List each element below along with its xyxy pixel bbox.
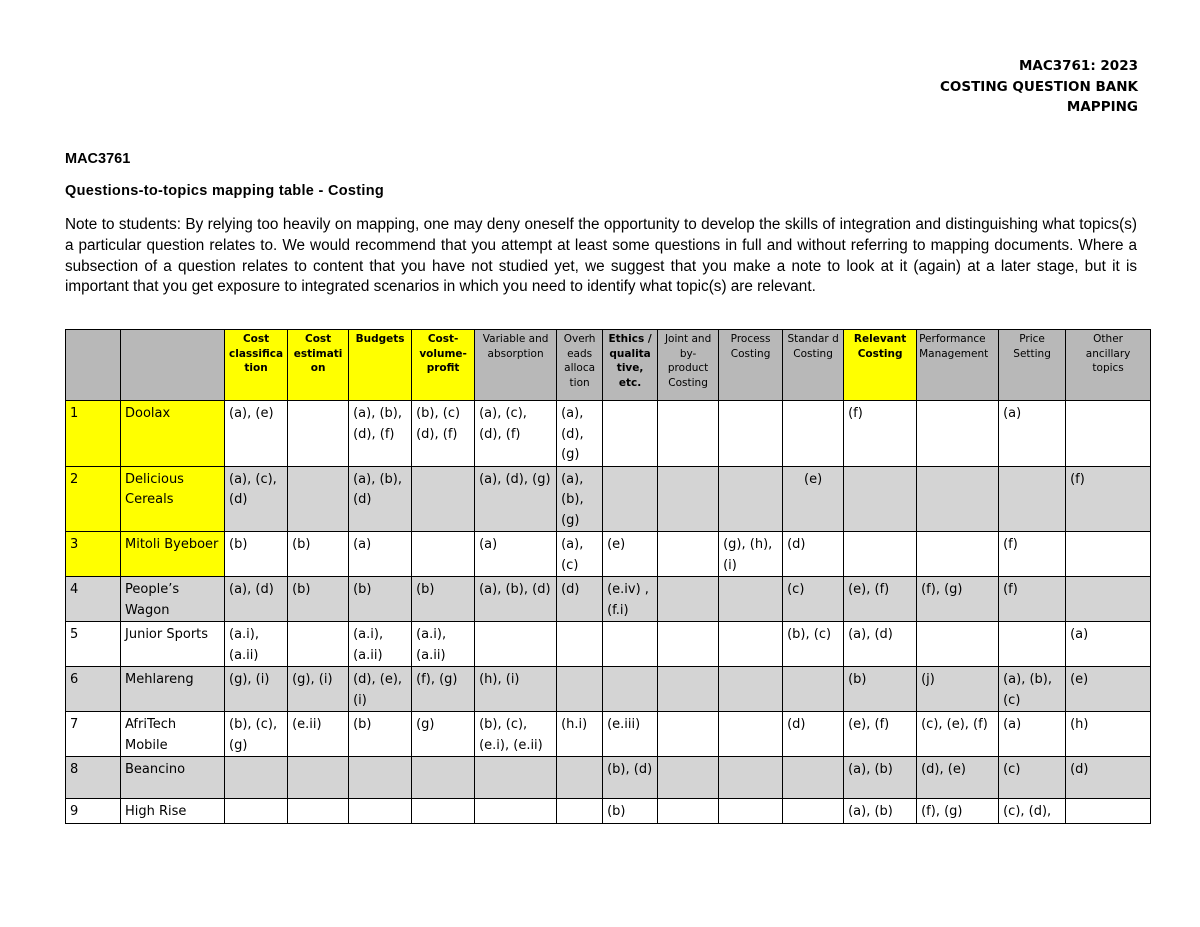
table-cell: (a), (b), (g) (557, 466, 603, 532)
col-header: Other ancillary topics (1066, 330, 1151, 401)
table-header-row (66, 330, 1151, 401)
table-cell: (f) (1066, 466, 1151, 532)
table-cell (719, 667, 783, 712)
table-cell (288, 401, 349, 467)
table-cell (844, 532, 917, 577)
table-cell (1066, 401, 1151, 467)
table-cell: (b), (c) (d), (f) (412, 401, 475, 467)
table-cell (603, 466, 658, 532)
col-header: Standar d Costing (783, 330, 844, 401)
table-cell (225, 757, 288, 799)
table-row (66, 799, 1151, 824)
col-header: Price Setting (999, 330, 1066, 401)
table-cell: (f) (844, 401, 917, 467)
table-cell: (e) (1066, 667, 1151, 712)
table-cell: (d), (e), (i) (349, 667, 412, 712)
table-cell (288, 466, 349, 532)
table-cell (288, 757, 349, 799)
table-cell: (a), (b), (d) (475, 577, 557, 622)
table-cell (719, 401, 783, 467)
table-cell (288, 799, 349, 824)
table-cell (917, 622, 999, 667)
table-cell (658, 532, 719, 577)
question-name: Mitoli Byeboer (121, 532, 225, 577)
table-cell (225, 799, 288, 824)
table-cell: (a), (d), (g) (475, 466, 557, 532)
col-header: Cost-volume-profit (412, 330, 475, 401)
table-cell: (e) (603, 532, 658, 577)
col-header: Overh eads alloca tion (557, 330, 603, 401)
table-cell: (a), (d) (225, 577, 288, 622)
table-cell (412, 799, 475, 824)
question-number: 2 (66, 466, 121, 532)
table-cell (917, 466, 999, 532)
note-to-students: Note to students: By relying too heavily on mapping, one may deny oneself the opportunity to develop the skills of integration and distinguishing what topics(s) a particular question relates to. We would recommend that you attempt at least some questions in full and without referring to mapping documents. Where a subsection of a question relates to content that you have not studied yet, we suggest that you make a note to look at it (again) at a later stage, but it is important that you get exposure to integrated scenarios in which you need to identify what topic(s) are relevant. (65, 216, 1137, 296)
table-cell (658, 757, 719, 799)
header-bank-title: COSTING QUESTION BANK (939, 78, 1138, 95)
table-cell: (f), (g) (412, 667, 475, 712)
table-cell (1066, 577, 1151, 622)
table-cell (719, 799, 783, 824)
question-number: 9 (66, 799, 121, 824)
question-name: AfriTech Mobile (121, 712, 225, 757)
table-cell: (a), (b), (c) (999, 667, 1066, 712)
table-cell (475, 757, 557, 799)
table-cell: (b), (c), (g) (225, 712, 288, 757)
table-cell: (f), (g) (917, 799, 999, 824)
table-cell: (g), (i) (225, 667, 288, 712)
table-cell: (f), (g) (917, 577, 999, 622)
header-question-no (66, 330, 121, 401)
table-cell: (h) (1066, 712, 1151, 757)
table-cell: (f) (999, 577, 1066, 622)
table-cell (658, 622, 719, 667)
table-cell: (a.i), (a.ii) (225, 622, 288, 667)
table-cell: (b) (349, 712, 412, 757)
col-header: Budgets (349, 330, 412, 401)
question-name: Junior Sports (121, 622, 225, 667)
table-row (66, 401, 1151, 467)
table-cell: (d) (783, 532, 844, 577)
table-cell (557, 757, 603, 799)
table-cell (288, 622, 349, 667)
header-question-name (121, 330, 225, 401)
question-name: Doolax (121, 401, 225, 467)
table-cell (999, 622, 1066, 667)
table-cell (999, 466, 1066, 532)
table-cell: (a) (475, 532, 557, 577)
question-name: Beancino (121, 757, 225, 799)
question-number: 8 (66, 757, 121, 799)
table-cell: (a) (999, 712, 1066, 757)
question-number: 1 (66, 401, 121, 467)
table-cell (719, 622, 783, 667)
table-cell (603, 667, 658, 712)
table-cell (603, 622, 658, 667)
question-name: Delicious Cereals (121, 466, 225, 532)
question-name: Mehlareng (121, 667, 225, 712)
table-row (66, 466, 1151, 532)
table-row (66, 532, 1151, 577)
table-cell: (a), (b) (844, 757, 917, 799)
table-cell (557, 622, 603, 667)
table-cell (719, 577, 783, 622)
col-header: Relevant Costing (844, 330, 917, 401)
table-cell: (b) (288, 532, 349, 577)
question-name: High Rise (121, 799, 225, 824)
table-cell: (f) (999, 532, 1066, 577)
table-cell (412, 466, 475, 532)
table-cell: (a) (999, 401, 1066, 467)
table-cell (783, 401, 844, 467)
table-cell (783, 757, 844, 799)
table-cell (349, 757, 412, 799)
table-cell: (a), (c), (d) (225, 466, 288, 532)
table-cell: (a), (c) (557, 532, 603, 577)
table-cell: (a), (d) (844, 622, 917, 667)
table-cell (917, 401, 999, 467)
question-name: People’s Wagon (121, 577, 225, 622)
table-cell: (a), (b), (d), (f) (349, 401, 412, 467)
table-cell: (b) (225, 532, 288, 577)
table-cell: (c), (e), (f) (917, 712, 999, 757)
col-header: Variable and absorption (475, 330, 557, 401)
table-cell: (a.i), (a.ii) (349, 622, 412, 667)
col-header: Performance Management (917, 330, 999, 401)
table-cell (783, 667, 844, 712)
table-cell: (a) (349, 532, 412, 577)
page-title: Questions-to-topics mapping table - Costing (65, 183, 385, 199)
table-cell: (e), (f) (844, 712, 917, 757)
table-cell: (g) (412, 712, 475, 757)
table-cell (349, 799, 412, 824)
table-cell: (e), (f) (844, 577, 917, 622)
table-cell: (c) (999, 757, 1066, 799)
question-number: 4 (66, 577, 121, 622)
table-cell (719, 712, 783, 757)
table-cell: (a), (e) (225, 401, 288, 467)
table-cell (658, 401, 719, 467)
col-header: Cost estimati on (288, 330, 349, 401)
table-row (66, 757, 1151, 799)
col-header: Joint and by-product Costing (658, 330, 719, 401)
table-cell: (e.iv) , (f.i) (603, 577, 658, 622)
table-cell: (g), (i) (288, 667, 349, 712)
table-cell (658, 712, 719, 757)
table-cell (475, 799, 557, 824)
table-cell: (e.ii) (288, 712, 349, 757)
table-cell: (b) (844, 667, 917, 712)
table-cell (783, 799, 844, 824)
table-cell: (b) (412, 577, 475, 622)
table-cell: (h.i) (557, 712, 603, 757)
table-cell (475, 622, 557, 667)
question-number: 6 (66, 667, 121, 712)
table-cell (658, 577, 719, 622)
table-cell (1066, 799, 1151, 824)
table-cell: (a), (b) (844, 799, 917, 824)
table-cell: (a.i), (a.ii) (412, 622, 475, 667)
table-cell: (d) (557, 577, 603, 622)
course-code: MAC3761 (65, 151, 131, 167)
table-cell: (b), (c) (783, 622, 844, 667)
table-cell (658, 799, 719, 824)
table-cell (412, 532, 475, 577)
table-cell (603, 401, 658, 467)
table-cell: (b), (d) (603, 757, 658, 799)
table-cell: (a), (c), (d), (f) (475, 401, 557, 467)
table-cell: (c), (d), (999, 799, 1066, 824)
table-cell: (a) (1066, 622, 1151, 667)
table-cell: (b), (c), (e.i), (e.ii) (475, 712, 557, 757)
table-cell (917, 532, 999, 577)
table-cell: (d) (1066, 757, 1151, 799)
table-cell: (h), (i) (475, 667, 557, 712)
table-cell (658, 466, 719, 532)
table-cell: (a), (b), (d) (349, 466, 412, 532)
table-row (66, 622, 1151, 667)
question-number: 7 (66, 712, 121, 757)
col-header: Process Costing (719, 330, 783, 401)
table-cell: (j) (917, 667, 999, 712)
table-cell: (e) (783, 466, 844, 532)
col-header: Cost classifica tion (225, 330, 288, 401)
table-cell (1066, 532, 1151, 577)
table-cell (412, 757, 475, 799)
table-cell: (c) (783, 577, 844, 622)
question-number: 3 (66, 532, 121, 577)
document-header (940, 56, 1138, 118)
table-cell: (b) (603, 799, 658, 824)
table-cell: (b) (288, 577, 349, 622)
table-cell: (e.iii) (603, 712, 658, 757)
header-mapping: MAPPING (1066, 99, 1138, 115)
col-header: Ethics / qualita tive, etc. (603, 330, 658, 401)
table-cell: (b) (349, 577, 412, 622)
table-cell (557, 667, 603, 712)
table-cell (719, 757, 783, 799)
table-cell (557, 799, 603, 824)
table-cell: (d) (783, 712, 844, 757)
question-number: 5 (66, 622, 121, 667)
table-cell: (d), (e) (917, 757, 999, 799)
table-cell: (g), (h), (i) (719, 532, 783, 577)
table-cell (844, 466, 917, 532)
header-course-year: MAC3761: 2023 (1018, 58, 1138, 74)
table-cell (658, 667, 719, 712)
table-row (66, 667, 1151, 712)
mapping-table (65, 329, 1151, 824)
table-row (66, 712, 1151, 757)
table-cell (719, 466, 783, 532)
table-cell: (a), (d), (g) (557, 401, 603, 467)
table-row (66, 577, 1151, 622)
